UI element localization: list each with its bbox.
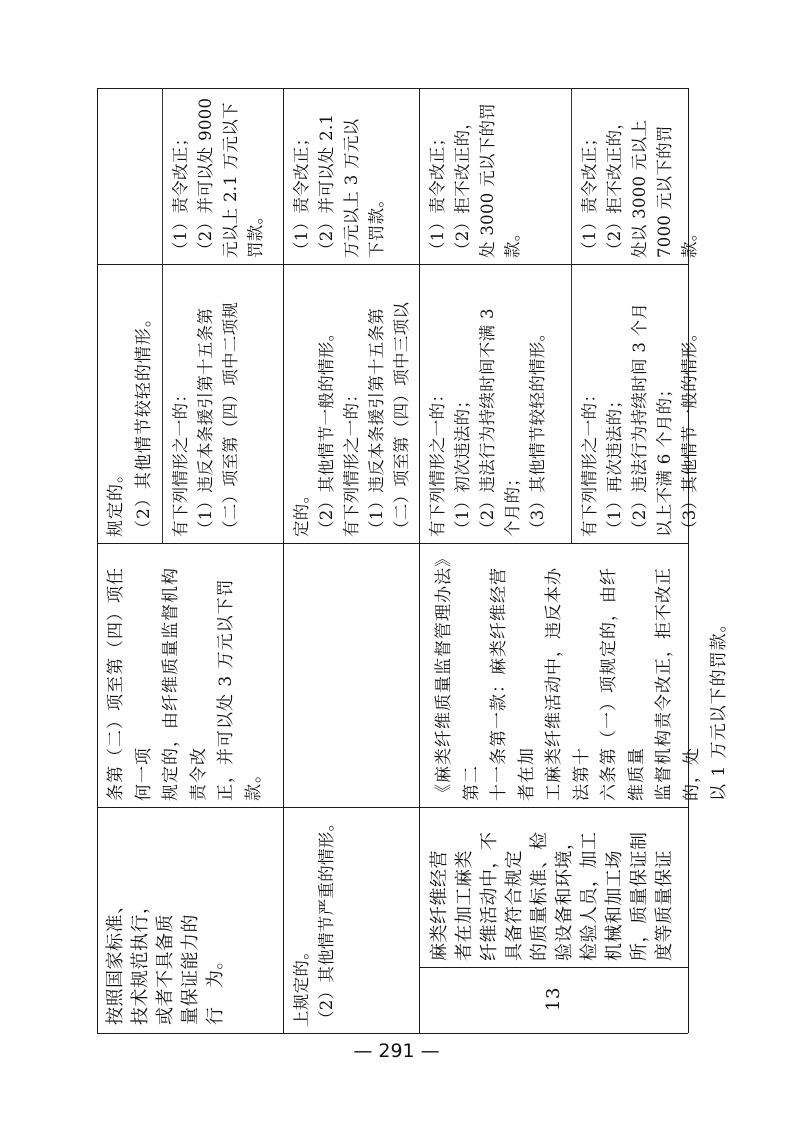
- lower-condition-row-2: [573, 264, 699, 543]
- text-line: （3）其他情节较轻的情形。: [528, 324, 547, 537]
- text-line: 规定的。: [106, 465, 126, 537]
- text-line: （2）拒不改正的，: [605, 112, 624, 258]
- text-line: 技术规范执行，: [130, 895, 151, 1025]
- text-line: 机械和加工场: [604, 850, 625, 961]
- text-line: （1）初次违法的；: [453, 391, 472, 537]
- text-line: （1）违反本条援引第十五条第: [196, 307, 215, 537]
- page-number: — 291 —: [353, 1040, 440, 1062]
- lower-number-cell: [419, 967, 688, 1033]
- text-line: 7000 元以下的罚: [655, 125, 674, 258]
- upper-condition-row-1: [97, 264, 162, 543]
- text-line: 定的。: [292, 486, 311, 537]
- text-line: 或者不具备质: [155, 914, 176, 1025]
- text-line: 按照国家标准、: [105, 895, 126, 1025]
- text-line: （1）违反本条援引第十五条第: [367, 307, 386, 537]
- number-col-sep: [419, 967, 688, 968]
- text-line: 工麻类纤维活动中，违反本办法第十: [544, 567, 592, 801]
- text-line: 以 1 万元以下的罚款。: [709, 614, 729, 801]
- text-line: 规定的，由纤维质量监督机构责令改: [161, 567, 209, 801]
- text-line: （2）违法行为持续时间不满 3: [478, 308, 497, 537]
- lower-basis-text: [431, 551, 734, 801]
- text-line: 款。: [503, 224, 522, 258]
- text-line: 《麻类纤维质量监督管理办法》第二: [434, 557, 482, 801]
- text-line: 下罚款。: [367, 190, 386, 258]
- divider-upper-lower-block: [283, 88, 284, 1033]
- text-line: （1）再次违法的；: [605, 391, 624, 537]
- table-bottom-border: [97, 1033, 688, 1034]
- text-line: （二）项至第（四）项中三项以: [392, 301, 411, 537]
- text-line: 量保证能力的: [180, 914, 201, 1025]
- condition-text: [577, 269, 702, 537]
- condition-text: [425, 269, 550, 537]
- upper-penalty-cell: [164, 88, 283, 264]
- text-line: （1）责令改正；: [428, 129, 447, 258]
- text-line: （2）其他情节较轻的情形。: [133, 309, 154, 537]
- text-line: 验设备和环境，: [554, 831, 575, 961]
- text-line: 13: [543, 987, 564, 1011]
- text-line: 有下列情形之一的：: [428, 385, 447, 537]
- text-line: （2）并可以处 9000: [196, 97, 215, 258]
- text-line: （2）其他情节一般的情形。: [317, 324, 336, 537]
- text-line: 个月的；: [503, 469, 522, 537]
- penalty-text: [577, 93, 702, 258]
- text-line: 检验人员，加工: [579, 831, 600, 961]
- upper-condition-tail: [285, 807, 419, 1033]
- lower-penalty-row-1: [421, 88, 571, 264]
- text-line: 行 为。: [205, 951, 226, 1025]
- text-line: 有下列情形之一的：: [171, 385, 190, 537]
- lower-behavior-text: [427, 811, 677, 961]
- penalty-standard-table: [97, 88, 729, 1033]
- lower-penalty-row-2: [573, 88, 699, 264]
- text-line: 者在加工麻类: [454, 850, 475, 961]
- text-line: 上规定的。: [292, 943, 311, 1027]
- text-line: 具备符合规定: [504, 850, 525, 961]
- upper-basis-cell: [97, 543, 283, 807]
- text-line: 款。: [680, 224, 699, 258]
- lower-row-divider-1: [571, 88, 572, 543]
- text-line: 元以上 2.1 万元以下: [221, 102, 240, 258]
- upper-penalty-cell-3: [285, 88, 419, 264]
- upper-condition-row-3: [285, 264, 419, 543]
- divider-rows-lower-block: [419, 88, 420, 1033]
- text-line: 处以 3000 元以上: [630, 119, 649, 258]
- upper-basis-text: [103, 551, 268, 801]
- lower-basis-cell: [421, 543, 729, 807]
- text-line: 监督机构责令改正，拒不改正的，处: [654, 567, 702, 801]
- text-line: （2）违法行为持续时间 3 个月: [630, 302, 649, 537]
- condition-text: [168, 269, 243, 537]
- penalty-text: [168, 93, 268, 258]
- text-line: 所，质量保证制: [629, 831, 650, 961]
- text-line: （1）责令改正；: [171, 129, 190, 258]
- penalty-text: [289, 93, 389, 258]
- row-number: [541, 969, 566, 1029]
- text-line: 六条第（一）项规定的，由纤维质量: [599, 567, 647, 801]
- text-line: （1）责令改正；: [580, 129, 599, 258]
- penalty-text: [425, 93, 525, 258]
- text-line: （2）其他情节严重的情形。: [317, 814, 336, 1027]
- text-line: 万元以上 3 万元以: [342, 118, 361, 258]
- text-line: （1）责令改正；: [292, 129, 311, 258]
- condition-text: [289, 812, 339, 1027]
- text-line: 处 3000 元以下的罚: [478, 102, 497, 258]
- text-line: 纤维活动中，不: [479, 831, 500, 961]
- text-line: 以上不满 6 个月的；: [655, 380, 674, 537]
- upper-condition-rows-2-3: [164, 264, 283, 543]
- upper-behavior-cell: [97, 807, 283, 1033]
- text-line: 度等质量保证: [654, 850, 675, 961]
- text-line: 十一条第一款：麻类纤维经营者在加: [489, 567, 537, 801]
- text-line: （2）并可以处 2.1: [317, 113, 336, 258]
- condition-text: [103, 269, 158, 537]
- lower-condition-row-1: [421, 264, 571, 543]
- upper-behavior-text: [103, 813, 228, 1025]
- text-line: 的质量标准、检: [529, 831, 550, 961]
- text-line: 罚款。: [246, 207, 265, 258]
- text-line: （二）项至第（四）项中二项规: [221, 301, 240, 537]
- condition-text: [289, 269, 414, 537]
- text-line: 有下列情形之一的：: [580, 385, 599, 537]
- lower-behavior-cell: [421, 807, 688, 967]
- text-line: 条第（二）项至第（四）项任何一项: [106, 567, 154, 801]
- text-line: （2）拒不改正的，: [453, 112, 472, 258]
- text-line: 麻类纤维经营: [429, 850, 450, 961]
- text-line: 有下列情形之一的：: [342, 385, 361, 537]
- text-line: 正，并可以处 3 万元以下罚款。: [216, 578, 264, 801]
- text-line: （3）其他情节一般的情形。: [680, 324, 699, 537]
